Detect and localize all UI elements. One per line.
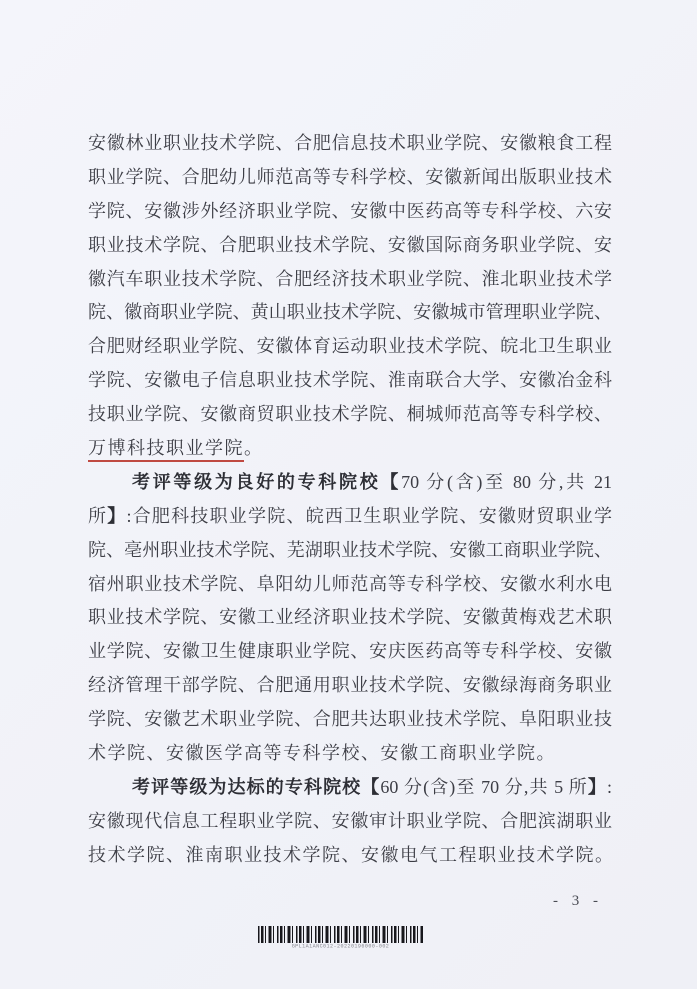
body-text: 经济管理干部学院、合肥通用职业技术学院、安徽绿海商务职业 — [88, 675, 612, 696]
page-number: - 3 - — [553, 893, 603, 909]
text-line — [88, 466, 612, 500]
body-text: 学院、安徽电子信息职业技术学院、淮南联合大学、安徽冶金科 — [88, 370, 612, 391]
body-text: :合肥科技职业学院、皖西卫生职业学院、安徽财贸职业学 — [126, 505, 612, 526]
body-text: 合肥财经职业学院、安徽体育运动职业技术学院、皖北卫生职业 — [88, 336, 612, 357]
body-text: 】 — [587, 776, 607, 797]
text-line — [88, 839, 615, 873]
body-text: 徽汽车职业技术学院、合肥经济技术职业学院、淮北职业技术学 — [88, 268, 612, 289]
body-text: : — [606, 776, 612, 797]
text-line — [88, 398, 612, 432]
barcode-caption: GPL1A1ANC012-20220196000-002 — [291, 943, 390, 950]
text-line — [88, 263, 612, 297]
body-text: 【 — [361, 776, 381, 797]
text-line — [88, 195, 612, 229]
text-line — [88, 432, 612, 466]
text-line — [88, 568, 612, 602]
body-text: 职业技术学院、安徽工业经济职业技术学院、安徽黄梅戏艺术职 — [88, 607, 612, 628]
body-text: 】 — [107, 505, 127, 526]
text-line — [88, 771, 612, 805]
body-text: 院、亳州职业技术学院、芜湖职业技术学院、安徽工商职业学院、 — [88, 539, 612, 560]
body-text: 学院、安徽艺术职业学院、合肥共达职业技术学院、阜阳职业技 — [88, 709, 612, 730]
body-text: 所 — [88, 505, 108, 526]
body-text: 。 — [244, 438, 264, 459]
body-text: 技术学院、淮南职业技术学院、安徽电气工程职业技术学院。 — [88, 844, 615, 865]
body-text: 职业技术学院、合肥职业技术学院、安徽国际商务职业学院、安 — [88, 234, 612, 255]
red-underlined-text: 万博科技职业学院 — [88, 438, 244, 462]
body-text: 【 — [380, 471, 402, 492]
text-line — [88, 534, 612, 568]
text-line — [88, 669, 612, 703]
text-line — [88, 805, 612, 839]
document-lines — [88, 127, 615, 873]
body-text: 院、徽商职业学院、黄山职业技术学院、安徽城市管理职业学院、 — [88, 302, 612, 323]
body-text: 70 分(含)至 80 分,共 21 — [401, 471, 612, 492]
text-line — [88, 229, 612, 263]
body-text: 安徽林业职业技术学院、合肥信息技术职业学院、安徽粮食工程 — [88, 133, 612, 153]
text-line — [88, 737, 612, 771]
body-text: 学院、安徽涉外经济职业学院、安徽中医药高等专科学校、六安 — [88, 200, 612, 221]
text-line — [88, 601, 612, 635]
text-line — [88, 161, 612, 195]
text-line — [88, 330, 612, 364]
text-line — [88, 703, 612, 737]
body-text: 宿州职业技术学院、阜阳幼儿师范高等专科学校、安徽水利水电 — [88, 573, 612, 594]
body-text: 安徽现代信息工程职业学院、安徽审计职业学院、合肥滨湖职业 — [88, 810, 612, 831]
body-text: 60 分(含)至 70 分,共 5 所 — [380, 776, 588, 797]
body-text: 技职业学院、安徽商贸职业技术学院、桐城师范高等专科学校、 — [88, 404, 612, 425]
text-line — [88, 635, 612, 669]
text-line — [88, 296, 612, 330]
text-line — [88, 500, 612, 534]
body-text: 业学院、安徽卫生健康职业学院、安庆医药高等专科学校、安徽 — [88, 641, 612, 662]
text-line — [88, 364, 612, 398]
heading-text: 考评等级为达标的专科院校 — [132, 776, 362, 797]
barcode-bars-icon — [258, 926, 423, 943]
body-text: 职业学院、合肥幼儿师范高等专科学校、安徽新闻出版职业技术 — [88, 166, 612, 187]
body-text: 术学院、安徽医学高等专科学校、安徽工商职业学院。 — [88, 743, 556, 764]
barcode — [258, 926, 423, 950]
heading-text: 考评等级为良好的专科院校 — [132, 471, 381, 492]
text-line — [88, 127, 612, 161]
